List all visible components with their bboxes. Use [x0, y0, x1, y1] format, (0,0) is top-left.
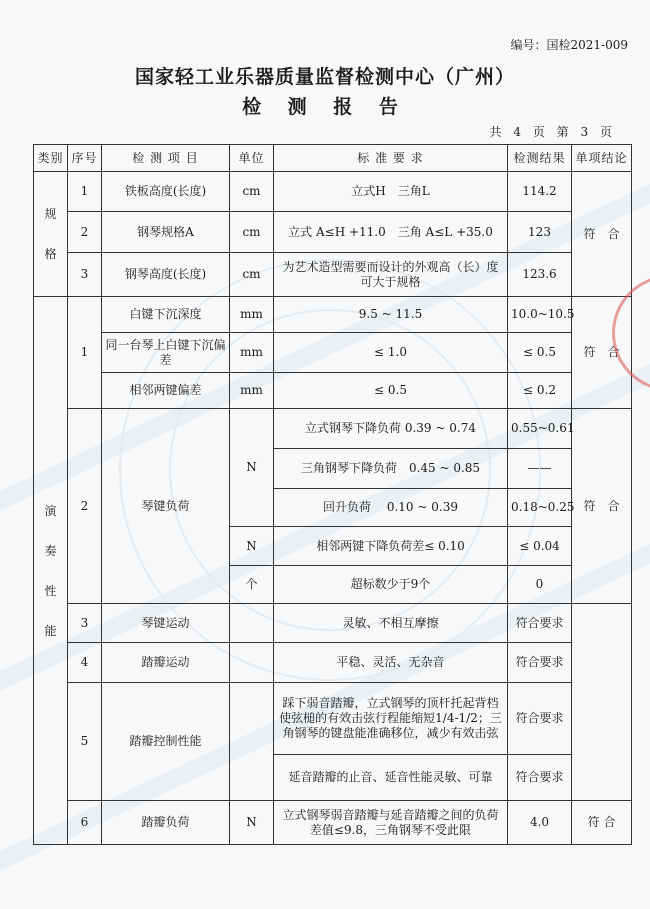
item-unit: cm — [230, 172, 274, 212]
item-standard: 踩下弱音踏瓣，立式钢琴的顶杆托起背档使弦槌的有效击弦行程能缩短1/4-1/2；三角钢琴的键盘能准确移位，减少有效击弦 — [274, 683, 508, 755]
item-name: 踏瓣运动 — [102, 643, 230, 683]
item-standard: ≤ 1.0 — [274, 333, 508, 373]
page-current-label: 第 — [556, 125, 571, 139]
page-unit2: 页 — [599, 125, 614, 139]
table-row — [34, 604, 632, 643]
item-standard: 立式H 三角L — [274, 172, 508, 212]
item-standard: 为艺术造型需要而设计的外观高（长）度可大于规格 — [274, 253, 508, 297]
header-result: 检测结果 — [508, 145, 572, 172]
table-header-row — [34, 145, 632, 172]
report-title: 国家轻工业乐器质量监督检测中心（广州） — [134, 66, 515, 88]
item-name: 琴键负荷 — [102, 409, 230, 604]
item-result: 10.0~10.5 — [508, 297, 572, 333]
page-unit: 页 — [532, 125, 547, 139]
header-seq: 序号 — [68, 145, 102, 172]
table-row — [34, 373, 632, 409]
item-standard: 灵敏、不相互摩擦 — [274, 604, 508, 643]
item-unit — [230, 604, 274, 643]
item-name: 钢琴规格A — [102, 212, 230, 253]
item-result: 符合要求 — [508, 683, 572, 755]
row-number: 1 — [68, 172, 102, 212]
row-number: 1 — [68, 297, 102, 409]
item-result: 114.2 — [508, 172, 572, 212]
item-unit: N — [230, 527, 274, 566]
category-spec — [34, 172, 68, 297]
item-unit: mm — [230, 373, 274, 409]
item-unit: cm — [230, 253, 274, 297]
item-result: —— — [508, 449, 572, 489]
row-number: 4 — [68, 643, 102, 683]
item-name: 白键下沉深度 — [102, 297, 230, 333]
table-row — [34, 643, 632, 683]
item-standard: 9.5 ~ 11.5 — [274, 297, 508, 333]
report-subtitle: 检 测 报 告 — [242, 96, 408, 118]
item-result: 0 — [508, 566, 572, 604]
row-number: 5 — [68, 683, 102, 801]
page-current: 3 — [580, 125, 591, 139]
item-result: 符合要求 — [508, 755, 572, 801]
item-standard: 相邻两键下降负荷差≤ 0.10 — [274, 527, 508, 566]
page-total-label: 共 — [489, 125, 504, 139]
item-unit: N — [230, 801, 274, 845]
table-row — [34, 683, 632, 755]
item-standard: 立式 A≤H +11.0 三角 A≤L +35.0 — [274, 212, 508, 253]
category-char: 规 — [44, 207, 57, 221]
item-name: 钢琴高度(长度) — [102, 253, 230, 297]
item-standard: 回升负荷 0.10 ~ 0.39 — [274, 489, 508, 527]
row-number: 2 — [68, 409, 102, 604]
item-standard: ≤ 0.5 — [274, 373, 508, 409]
category-char: 奏 — [44, 543, 57, 558]
item-standard: 立式钢琴弱音踏瓣与延音踏瓣之间的负荷差值≤9.8，三角钢琴不受此限 — [274, 801, 508, 845]
item-result: 符合要求 — [508, 643, 572, 683]
item-result: 4.0 — [508, 801, 572, 845]
item-result: 0.55~0.61 — [508, 409, 572, 449]
item-unit: cm — [230, 212, 274, 253]
item-conclusion: 符 合 — [572, 409, 632, 604]
table-row — [34, 253, 632, 297]
row-number: 3 — [68, 253, 102, 297]
item-name: 同一台琴上白键下沉偏差 — [102, 333, 230, 373]
item-result: ≤ 0.04 — [508, 527, 572, 566]
header-category: 类别 — [34, 145, 68, 172]
table-row — [34, 409, 632, 449]
item-standard: 三角钢琴下降负荷 0.45 ~ 0.85 — [274, 449, 508, 489]
item-conclusion: 符 合 — [572, 172, 632, 297]
item-result: 0.18~0.25 — [508, 489, 572, 527]
item-result: 符合要求 — [508, 604, 572, 643]
item-standard: 延音踏瓣的止音、延音性能灵敏、可靠 — [274, 755, 508, 801]
item-result: 123.6 — [508, 253, 572, 297]
item-unit — [230, 683, 274, 801]
item-unit: mm — [230, 297, 274, 333]
page-total: 4 — [513, 125, 523, 139]
category-char: 性 — [44, 583, 57, 598]
item-name: 琴键运动 — [102, 604, 230, 643]
item-result: ≤ 0.5 — [508, 333, 572, 373]
header-unit: 单位 — [230, 145, 274, 172]
item-standard: 超标数少于9个 — [274, 566, 508, 604]
category-performance — [34, 297, 68, 845]
item-standard: 平稳、灵活、无杂音 — [274, 643, 508, 683]
header-conclusion: 单项结论 — [572, 145, 632, 172]
item-standard: 立式钢琴下降负荷 0.39 ~ 0.74 — [274, 409, 508, 449]
table-row — [34, 333, 632, 373]
item-unit — [230, 643, 274, 683]
row-number: 3 — [68, 604, 102, 643]
item-result: ≤ 0.2 — [508, 373, 572, 409]
table-row — [34, 801, 632, 845]
header-standard: 标 准 要 求 — [274, 145, 508, 172]
item-unit: 个 — [230, 566, 274, 604]
item-result: 123 — [508, 212, 572, 253]
row-number: 6 — [68, 801, 102, 845]
item-conclusion-empty — [572, 604, 632, 801]
table-row — [34, 297, 632, 333]
row-number: 2 — [68, 212, 102, 253]
item-conclusion: 符 合 — [572, 801, 632, 845]
category-char: 能 — [44, 623, 57, 638]
header-item: 检 测 项 目 — [102, 145, 230, 172]
item-unit: mm — [230, 333, 274, 373]
category-char: 演 — [44, 503, 57, 518]
item-conclusion: 符 合 — [572, 297, 632, 409]
category-char: 格 — [44, 247, 57, 261]
table-row — [34, 172, 632, 212]
item-unit: N — [230, 409, 274, 527]
document-number: 编号：国检2021-009 — [510, 38, 628, 52]
item-name: 踏瓣控制性能 — [102, 683, 230, 801]
page-count — [488, 123, 616, 140]
item-name: 踏瓣负荷 — [102, 801, 230, 845]
item-name: 铁板高度(长度) — [102, 172, 230, 212]
inspection-table — [33, 144, 632, 845]
item-name: 相邻两键偏差 — [102, 373, 230, 409]
table-row — [34, 212, 632, 253]
